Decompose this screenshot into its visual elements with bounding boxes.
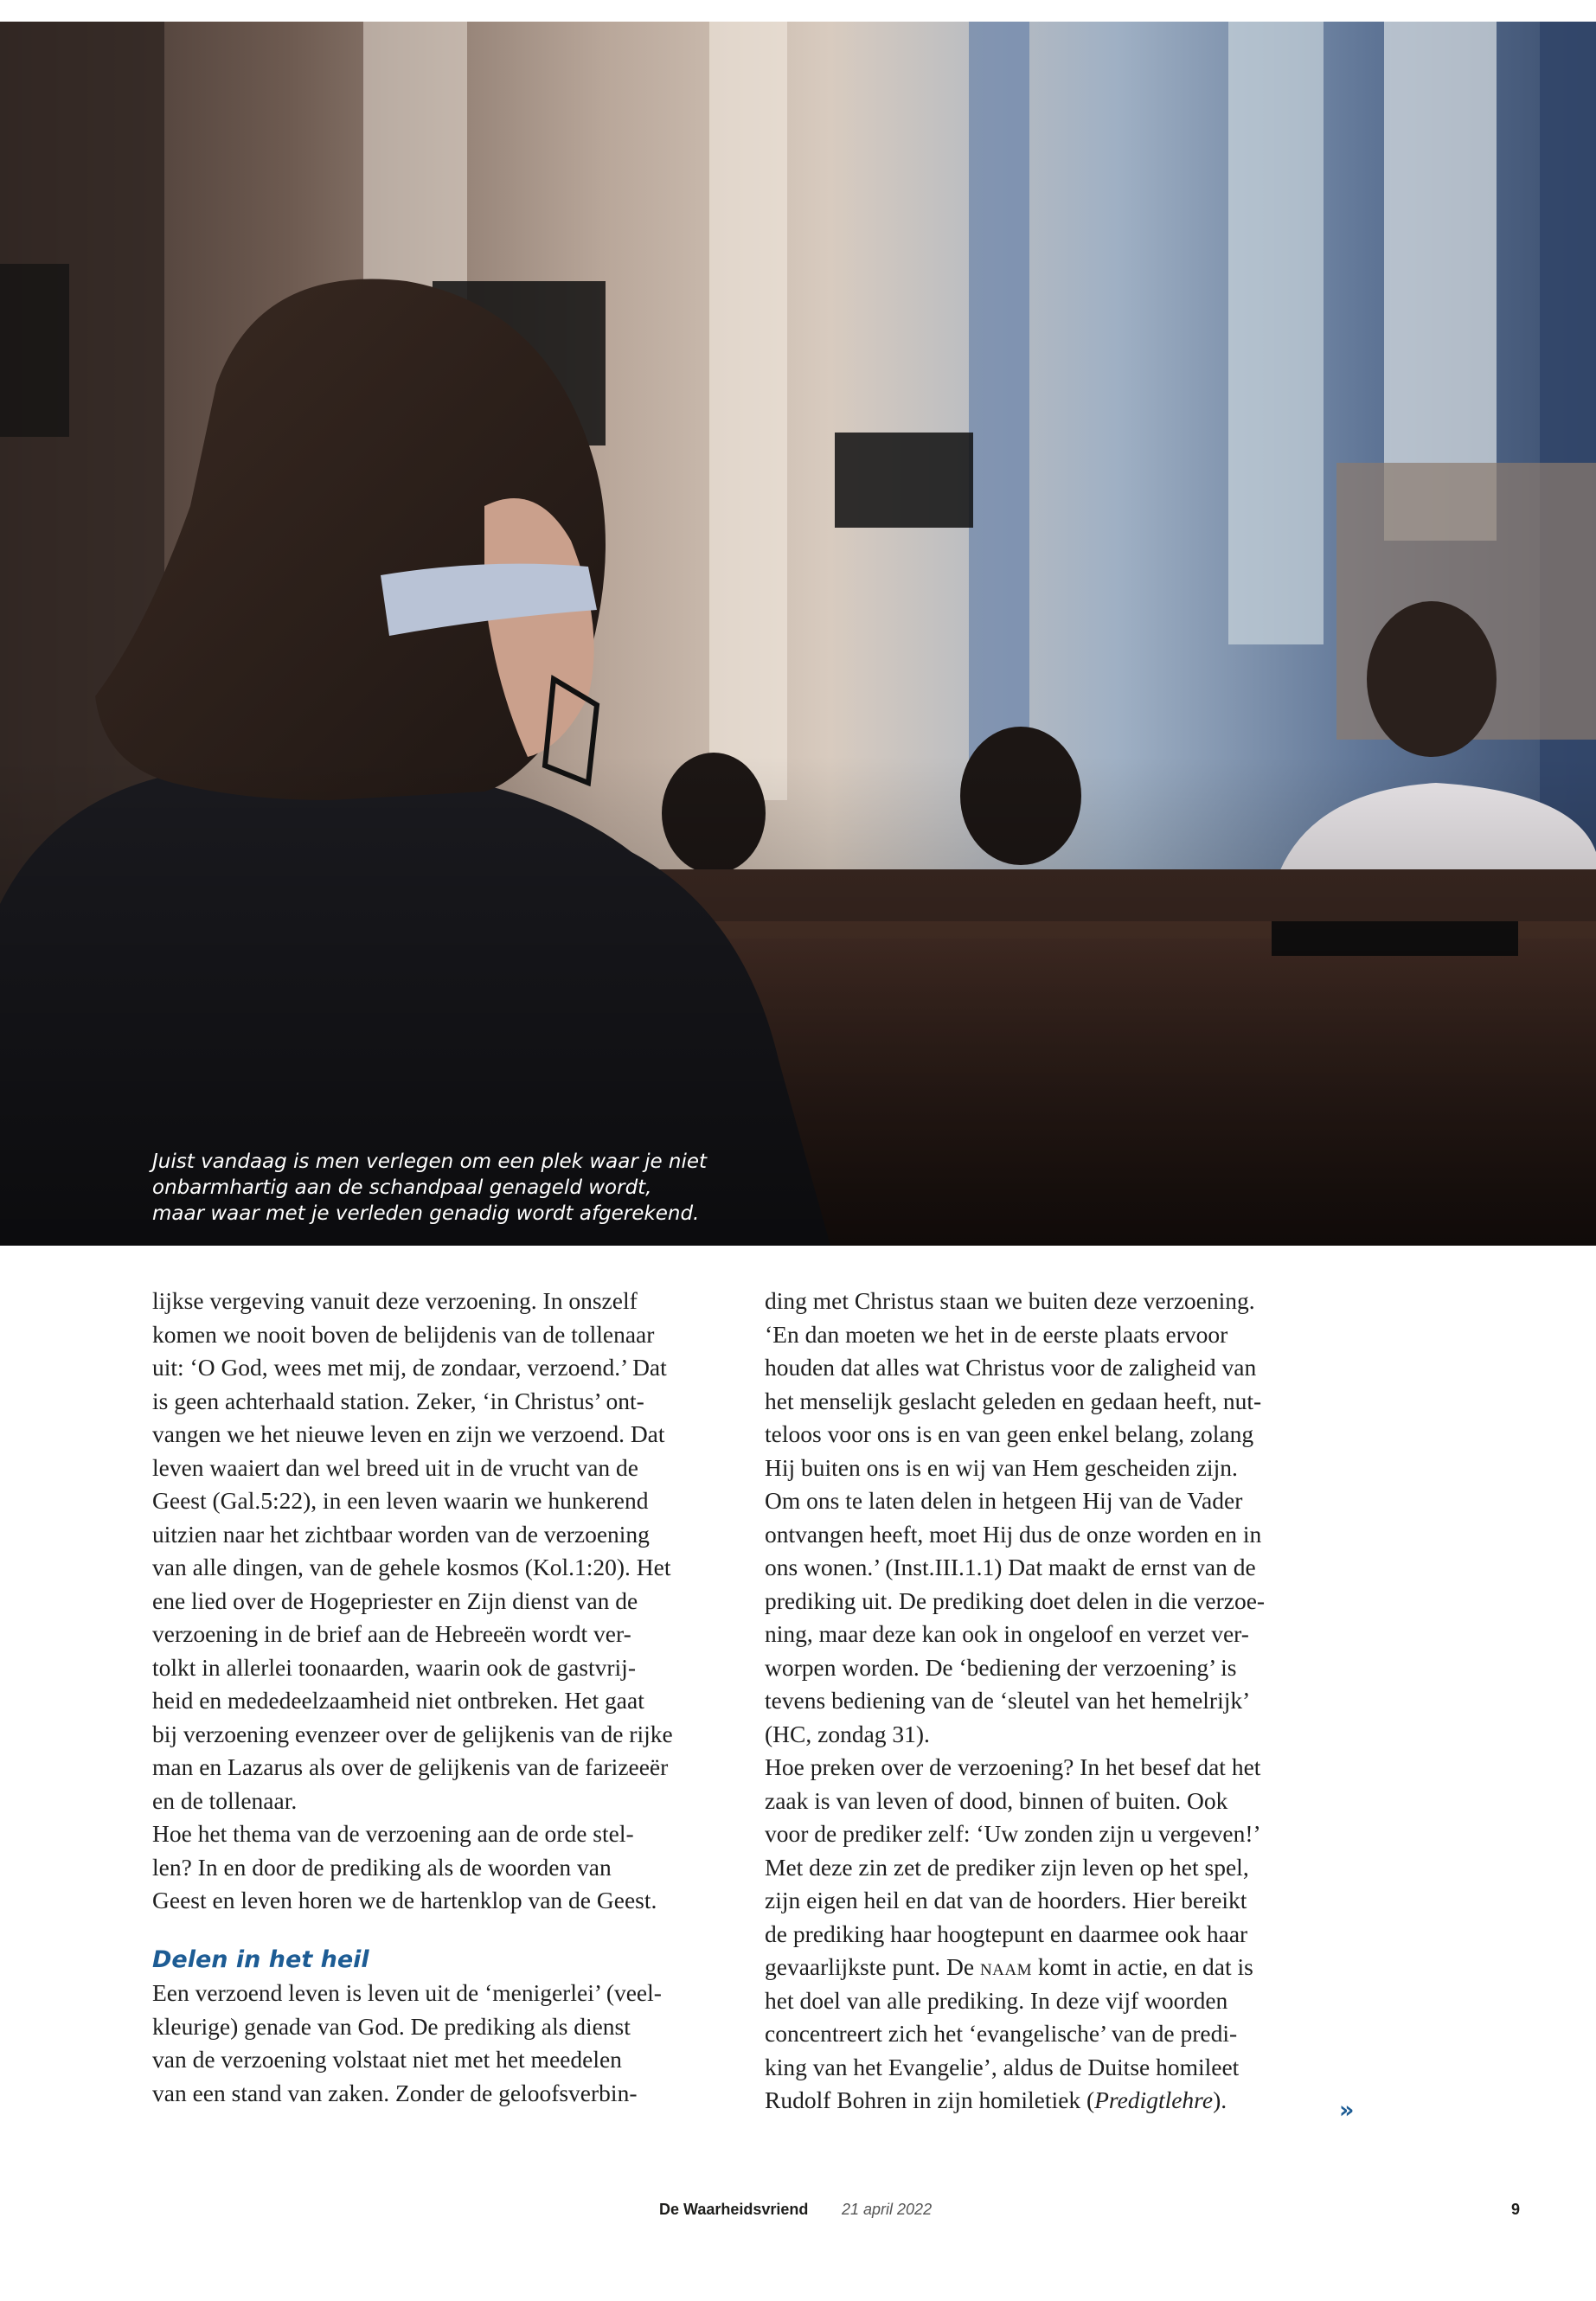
text-fragment: ). bbox=[1213, 2086, 1227, 2113]
text-line: Hoe preken over de verzoening? In het besef dat het bbox=[765, 1753, 1261, 1780]
text-line: ontvangen heeft, moet Hij dus de onze worden en in bbox=[765, 1520, 1262, 1548]
text-line: man en Lazarus als over de gelijkenis van de farizeeër bbox=[152, 1753, 669, 1780]
photo-caption bbox=[152, 1149, 758, 1227]
text-line: vangen we het nieuwe leven en zijn we verzoend. Dat bbox=[152, 1420, 665, 1447]
text-line: ding met Christus staan we buiten deze verzoening. bbox=[765, 1287, 1255, 1314]
text-line: tolkt in allerlei toonaarden, waarin ook de gastvrij- bbox=[152, 1653, 636, 1681]
text-line: prediking uit. De prediking doet delen in die verzoe- bbox=[765, 1586, 1266, 1614]
text-fragment: komt in actie, en dat is bbox=[1032, 1953, 1253, 1980]
text-line: zijn eigen heil en dat van de hoorders. Hier bereikt bbox=[765, 1887, 1247, 1913]
text-line: Geest (Gal.5:22), in een leven waarin we hunkerend bbox=[152, 1487, 649, 1514]
text-line: ons wonen.’ (Inst.III.1.1) Dat maakt de ernst van de bbox=[765, 1554, 1256, 1580]
text-line: ning, maar deze kan ook in ongeloof en verzet ver- bbox=[765, 1620, 1249, 1647]
text-line: van de verzoening volstaat niet met het meedelen bbox=[152, 2046, 622, 2073]
text-line: ene lied over de Hogepriester en Zijn dienst van de bbox=[152, 1586, 638, 1614]
text-line: heid en mededeelzaamheid niet ontbreken. Het gaat bbox=[152, 1687, 644, 1714]
text-line: Met deze zin zet de prediker zijn leven op het spel, bbox=[765, 1853, 1249, 1881]
page-number: 9 bbox=[1511, 2201, 1521, 2218]
name-word: naam bbox=[979, 1953, 1033, 1980]
caption-line: maar waar met je verleden genadig wordt afgerekend. bbox=[152, 1202, 700, 1225]
text-line: Geest en leven horen we de hartenklop van de Geest. bbox=[152, 1887, 657, 1913]
text-line: concentreert zich het ‘evangelische’ van de predi- bbox=[765, 2020, 1238, 2047]
text-line: zaak is van leven of dood, binnen of buiten. Ook bbox=[765, 1786, 1228, 1814]
text-line: ‘En dan moeten we het in de eerste plaats ervoor bbox=[765, 1320, 1228, 1348]
text-line: het doel van alle prediking. In deze vijf woorden bbox=[765, 1986, 1228, 2014]
text-line: van een stand van zaken. Zonder de geloofsverbin- bbox=[152, 2079, 638, 2106]
text-line: bij verzoening evenzeer over de gelijkenis van de rijke bbox=[152, 1720, 673, 1747]
header-photo bbox=[0, 22, 1596, 1246]
text-line: Hij buiten ons is en wij van Hem gescheiden zijn. bbox=[765, 1453, 1238, 1481]
text-fragment: gevaarlijkste punt. De bbox=[765, 1953, 975, 1980]
text-line: de prediking haar hoogtepunt en daarmee ook haar bbox=[765, 1920, 1248, 1947]
book-title: Predigtlehre bbox=[1094, 2086, 1214, 2113]
text-line bbox=[765, 2084, 1353, 2118]
text-line: leven waaiert dan wel breed uit in de vrucht van de bbox=[152, 1453, 638, 1481]
text-line: voor de prediker zelf: ‘Uw zonden zijn u vergeven!’ bbox=[765, 1820, 1261, 1847]
text-line: kleurige) genade van God. De prediking als dienst bbox=[152, 2012, 631, 2040]
text-fragment: Rudolf Bohren in zijn homiletiek ( bbox=[765, 2086, 1095, 2113]
text-line: king van het Evangelie’, aldus de Duitse homileet bbox=[765, 2053, 1240, 2080]
text-line: van alle dingen, van de gehele kosmos (Kol.1:20). Het bbox=[152, 1554, 671, 1580]
caption-line: onbarmhartig aan de schandpaal genageld wordt, bbox=[152, 1176, 652, 1199]
text-line: Een verzoend leven is leven uit de ‘menigerlei’ (veel- bbox=[152, 1979, 662, 2006]
text-line: Hoe het thema van de verzoening aan de orde stel- bbox=[152, 1820, 634, 1847]
publication-name: De Waarheidsvriend bbox=[659, 2201, 809, 2218]
text-line: uitzien naar het zichtbaar worden van de verzoening bbox=[152, 1520, 650, 1548]
text-line: lijkse vergeving vanuit deze verzoening. In onszelf bbox=[152, 1287, 638, 1314]
text-line: is geen achterhaald station. Zeker, ‘in Christus’ ont- bbox=[152, 1387, 644, 1414]
text-line: verzoening in de brief aan de Hebreeën wordt ver- bbox=[152, 1620, 631, 1647]
text-line: worpen worden. De ‘bediening der verzoening’ is bbox=[765, 1653, 1237, 1681]
section-subheading: Delen in het heil bbox=[152, 1945, 369, 1973]
caption-line: Juist vandaag is men verlegen om een plek waar je niet bbox=[152, 1150, 708, 1173]
text-line bbox=[765, 1951, 1353, 1984]
article-column-right bbox=[765, 1285, 1353, 2118]
article-column-left bbox=[152, 1285, 740, 2110]
text-line: komen we nooit boven de belijdenis van de tollenaar bbox=[152, 1320, 655, 1348]
issue-date: 21 april 2022 bbox=[842, 2201, 933, 2218]
text-line: (HC, zondag 31). bbox=[765, 1720, 930, 1747]
text-line: houden dat alles wat Christus voor de zaligheid van bbox=[765, 1354, 1257, 1381]
text-line: het menselijk geslacht geleden en gedaan heeft, nut- bbox=[765, 1387, 1262, 1414]
text-line: uit: ‘O God, wees met mij, de zondaar, verzoend.’ Dat bbox=[152, 1354, 667, 1381]
text-line: len? In en door de prediking als de woorden van bbox=[152, 1853, 612, 1881]
text-line: en de tollenaar. bbox=[152, 1786, 298, 1814]
continue-marker: » bbox=[1339, 2097, 1355, 2124]
text-line: teloos voor ons is en van geen enkel belang, zolang bbox=[765, 1420, 1254, 1447]
page-footer bbox=[0, 2201, 1596, 2227]
text-line: Om ons te laten delen in hetgeen Hij van de Vader bbox=[765, 1487, 1243, 1514]
text-line: tevens bediening van de ‘sleutel van het hemelrijk’ bbox=[765, 1687, 1251, 1714]
church-interior-image bbox=[0, 22, 1596, 1246]
